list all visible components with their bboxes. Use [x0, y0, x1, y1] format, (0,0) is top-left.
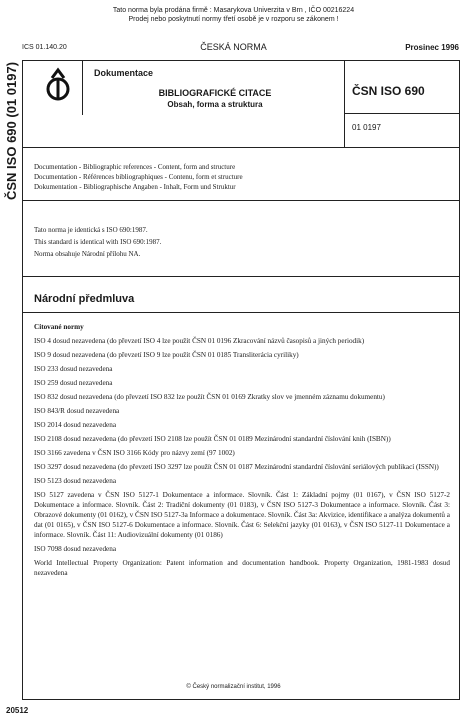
code-divider: [344, 113, 460, 114]
translation-fr: Documentation - Références bibliographiques - Contenu, form et structure: [34, 173, 243, 181]
identity-statements: [34, 224, 444, 260]
sale-notice-line2: Prodej nebo poskytnutí normy třetí osobě je v rozporu se zákonem !: [128, 16, 339, 23]
cited-item: ISO 3166 zavedena v ČSN ISO 3166 Kódy pro názvy zemí (97 1002): [34, 449, 235, 457]
cited-item: ISO 259 dosud nezavedena: [34, 379, 113, 387]
cited-item: World Intellectual Property Organization: Patent information and documentation handbook. Property Organization, 1981-1983 dosud nezavedena: [34, 559, 450, 577]
cited-item: ISO 2108 dosud nezavedena (do převzetí ISO 2108 lze použít ČSN 01 0189 Mezinárodní standardní číslování knih (ISBN)): [34, 435, 391, 443]
standard-number: ČSN ISO 690: [352, 84, 425, 98]
section-title: Národní předmluva: [34, 293, 135, 305]
cited-item: ISO 7098 dosud nezavedena: [34, 545, 117, 553]
cited-item: ISO 5123 dosud nezavedena: [34, 477, 117, 485]
cited-item: ISO 9 dosud nezavedena (do převzetí ISO 9 lze použít ČSN 01 0185 Transliterácia cyriliky): [34, 351, 299, 359]
org-name: ČESKÁ NORMA: [200, 42, 267, 52]
cited-item: ISO 4 dosud nezavedena (do převzetí ISO 4 lze použít ČSN 01 0196 Zkracování názvů časopisů a jiných periodik): [34, 337, 365, 345]
translation-en: Documentation - Bibliographic references - Content, form and structure: [34, 163, 236, 171]
translations: [34, 162, 444, 192]
csni-logo: [32, 60, 83, 115]
category: Dokumentace: [94, 68, 154, 78]
copyright: © Český normalizační institut, 1996: [186, 684, 281, 690]
identity-cs: Tato norma je identická s ISO 690:1987.: [34, 226, 148, 234]
translation-de: Dokumentation - Bibliographische Angaben - Inhalt, Form und Struktur: [34, 183, 236, 191]
translations-divider: [22, 200, 460, 201]
side-label-text: ČSN ISO 690 (01 0197): [4, 61, 19, 200]
cited-item: ISO 843/R dosud nezavedena: [34, 407, 120, 415]
cited-list: [34, 336, 450, 582]
sale-notice: [0, 6, 467, 24]
issue-date: Prosinec 1996: [405, 43, 459, 52]
cited-item: ISO 2014 dosud nezavedena: [34, 421, 117, 429]
cited-item: ISO 832 dosud nezavedena (do převzetí ISO 832 lze použít ČSN 01 0169 Zkratky slov ve jmenném záznamu dokumentu): [34, 393, 385, 401]
cited-item: ISO 233 dosud nezavedena: [34, 365, 113, 373]
title-divider: [22, 147, 460, 148]
class-code: 01 0197: [352, 123, 381, 132]
title-box: [86, 60, 345, 147]
sale-notice-line1: Tato norma byla prodána firmě : Masarykova Univerzita v Brn , IČO 00216224: [112, 7, 355, 14]
section-divider: [22, 312, 460, 313]
cited-item: ISO 3297 dosud nezavedena (do převzetí ISO 3297 lze použít ČSN 01 0187 Mezinárodní standardní číslování seriálových publikací (ISSN)): [34, 463, 439, 471]
side-label: [4, 61, 24, 201]
identity-annex: Norma obsahuje Národní přílohu NA.: [34, 250, 141, 258]
identity-en: This standard is identical with ISO 690:1987.: [34, 238, 162, 246]
identity-divider: [22, 276, 460, 277]
page-number: 20512: [6, 706, 29, 715]
csni-logo-icon: [32, 60, 82, 115]
ics-code: ICS 01.140.20: [22, 44, 67, 51]
cited-item: ISO 5127 zavedena v ČSN ISO 5127-1 Dokumentace a informace. Slovník. Část 1: Základní pojmy (01 0167), v ČSN ISO 5127-2 Dokumentace a informace. Slovník. Část 2: Tradiční dokumenty (01 0183), v ČSN ISO 5127-3 Dokumentace a informace. Slovník. Část 3: Obrazové dokumenty (01 0162), v ČSN ISO 5127-3a Informace a dokumentace. Slovník. Část 3a: Akvizice, identifikace a analýza dokumentů a dat (01 0165), v ČSN ISO 5127-6 Dokumentace a informace. Slovník. Část 6: Selekční jazyky (01 0163), v ČSN ISO 5127-11 Dokumentace a informace. Slovník. Část 11: Audiovizuální dokumenty (01 0186): [34, 491, 450, 539]
standard-title: BIBLIOGRAFICKÉ CITACE: [158, 88, 272, 98]
cited-heading: Citované normy: [34, 323, 84, 331]
standard-subtitle: Obsah, forma a struktura: [167, 100, 263, 109]
